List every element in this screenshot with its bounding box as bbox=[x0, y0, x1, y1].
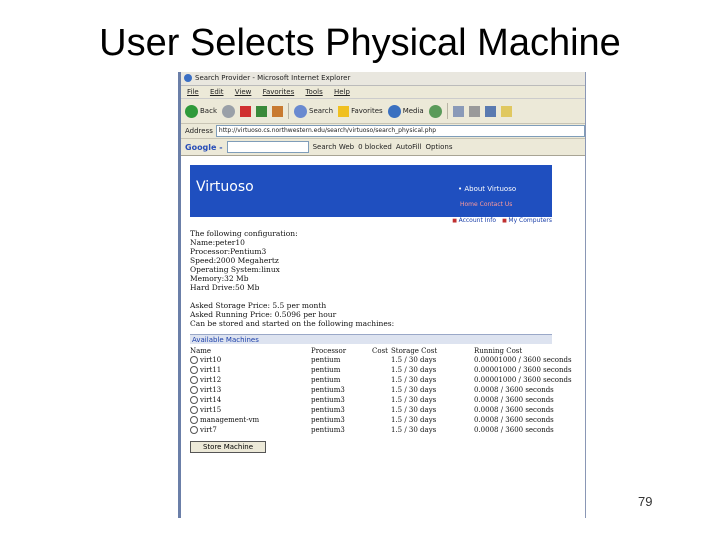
config-line: Speed:2000 Megahertz bbox=[190, 256, 279, 265]
slide-title: User Selects Physical Machine bbox=[99, 22, 621, 64]
slide-number: 79 bbox=[638, 494, 653, 509]
search-button[interactable]: Search bbox=[294, 105, 333, 118]
address-input[interactable]: http://virtuoso.cs.northwestern.edu/search/virtuoso/search_physical.php bbox=[216, 125, 585, 137]
search-icon bbox=[294, 105, 307, 118]
machines-table bbox=[190, 346, 575, 435]
account-info-link[interactable]: ■ Account Info bbox=[452, 217, 496, 227]
price-line: Can be stored and started on the following machines: bbox=[190, 319, 395, 328]
machine-radio[interactable] bbox=[190, 406, 198, 414]
media-button[interactable]: Media bbox=[388, 105, 424, 118]
config-line: Name:peter10 bbox=[190, 238, 245, 247]
table-row[interactable]: virt15 pentium3 1.5 / 30 days 0.0008 / 3600 seconds bbox=[190, 405, 575, 415]
table-row[interactable]: virt10 pentium 1.5 / 30 days 0.00001000 / 3600 seconds bbox=[190, 355, 575, 365]
config-line: Memory:32 Mb bbox=[190, 274, 249, 283]
home-icon[interactable] bbox=[272, 106, 283, 117]
refresh-icon[interactable] bbox=[256, 106, 267, 117]
menu-bar bbox=[181, 86, 585, 99]
toolbar-separator bbox=[288, 103, 289, 119]
ie-icon bbox=[184, 74, 192, 82]
machine-radio[interactable] bbox=[190, 396, 198, 404]
menu-edit[interactable]: Edit bbox=[209, 88, 224, 96]
column-header: Name bbox=[190, 346, 212, 355]
window-titlebar bbox=[181, 72, 585, 86]
config-line: Processor:Pentium3 bbox=[190, 247, 267, 256]
back-arrow-icon bbox=[185, 105, 198, 118]
messenger-icon[interactable] bbox=[501, 106, 512, 117]
favorites-button[interactable]: Favorites bbox=[338, 106, 383, 117]
machine-radio[interactable] bbox=[190, 376, 198, 384]
media-icon bbox=[388, 105, 401, 118]
about-link[interactable]: • About Virtuoso bbox=[458, 185, 516, 193]
menu-file[interactable]: File bbox=[187, 88, 199, 96]
history-icon[interactable] bbox=[429, 105, 442, 118]
machine-radio[interactable] bbox=[190, 356, 198, 364]
config-line: The following configuration: bbox=[190, 229, 298, 238]
table-row[interactable]: management-vm pentium3 1.5 / 30 days 0.0008 / 3600 seconds bbox=[190, 415, 575, 425]
google-toolbar bbox=[181, 139, 585, 156]
autofill-button[interactable]: AutoFill bbox=[395, 143, 422, 151]
forward-arrow-icon[interactable] bbox=[222, 105, 235, 118]
address-label: Address bbox=[185, 127, 213, 135]
table-row[interactable]: virt7 pentium3 1.5 / 30 days 0.0008 / 3600 seconds bbox=[190, 425, 575, 435]
google-search-button[interactable]: Search Web bbox=[312, 143, 355, 151]
price-line: Asked Storage Price: 5.5 per month bbox=[190, 301, 327, 310]
edit-icon[interactable] bbox=[485, 106, 496, 117]
address-bar bbox=[181, 124, 585, 139]
available-machines-header: Available Machines bbox=[190, 334, 552, 344]
toolbar-separator bbox=[447, 103, 448, 119]
my-computers-link[interactable]: ■ My Computers bbox=[502, 217, 552, 227]
print-icon[interactable] bbox=[469, 106, 480, 117]
google-logo[interactable]: Google - bbox=[185, 142, 223, 152]
configuration-info bbox=[190, 229, 585, 328]
page-content bbox=[181, 165, 585, 453]
menu-tools[interactable]: Tools bbox=[305, 88, 323, 96]
popup-blocker[interactable]: 0 blocked bbox=[358, 143, 392, 151]
table-row[interactable]: virt14 pentium3 1.5 / 30 days 0.0008 / 3600 seconds bbox=[190, 395, 575, 405]
config-line: Hard Drive:50 Mb bbox=[190, 283, 260, 292]
column-header: Running Cost bbox=[473, 346, 523, 355]
column-header: Cost bbox=[372, 346, 388, 355]
machine-radio[interactable] bbox=[190, 426, 198, 434]
browser-window bbox=[178, 72, 586, 518]
navigation-toolbar bbox=[181, 99, 585, 124]
stop-icon[interactable] bbox=[240, 106, 251, 117]
virtuoso-logo: Virtuoso bbox=[196, 179, 254, 195]
back-button[interactable]: Back bbox=[185, 105, 217, 118]
column-header: Processor bbox=[311, 346, 347, 355]
window-title: Search Provider - Microsoft Internet Explorer bbox=[195, 74, 351, 82]
mail-icon[interactable] bbox=[453, 106, 464, 117]
table-row[interactable]: virt12 pentium 1.5 / 30 days 0.00001000 / 3600 seconds bbox=[190, 375, 575, 385]
machine-radio[interactable] bbox=[190, 366, 198, 374]
machine-radio[interactable] bbox=[190, 416, 198, 424]
menu-help[interactable]: Help bbox=[333, 88, 350, 96]
table-row[interactable]: virt11 pentium 1.5 / 30 days 0.00001000 / 3600 seconds bbox=[190, 365, 575, 375]
column-header: Storage Cost bbox=[390, 346, 438, 355]
menu-favorites[interactable]: Favorites bbox=[262, 88, 295, 96]
machine-radio[interactable] bbox=[190, 386, 198, 394]
table-row[interactable]: virt13 pentium3 1.5 / 30 days 0.0008 / 3600 seconds bbox=[190, 385, 575, 395]
google-search-input[interactable] bbox=[227, 141, 309, 153]
price-line: Asked Running Price: 0.5096 per hour bbox=[190, 310, 337, 319]
star-icon bbox=[338, 106, 349, 117]
site-banner bbox=[190, 165, 552, 217]
store-machine-button[interactable]: Store Machine bbox=[190, 441, 266, 453]
sub-navigation bbox=[190, 217, 552, 227]
menu-view[interactable]: View bbox=[234, 88, 252, 96]
banner-links[interactable]: Home Contact Us bbox=[460, 201, 513, 208]
options-button[interactable]: Options bbox=[425, 143, 453, 151]
config-line: Operating System:linux bbox=[190, 265, 280, 274]
